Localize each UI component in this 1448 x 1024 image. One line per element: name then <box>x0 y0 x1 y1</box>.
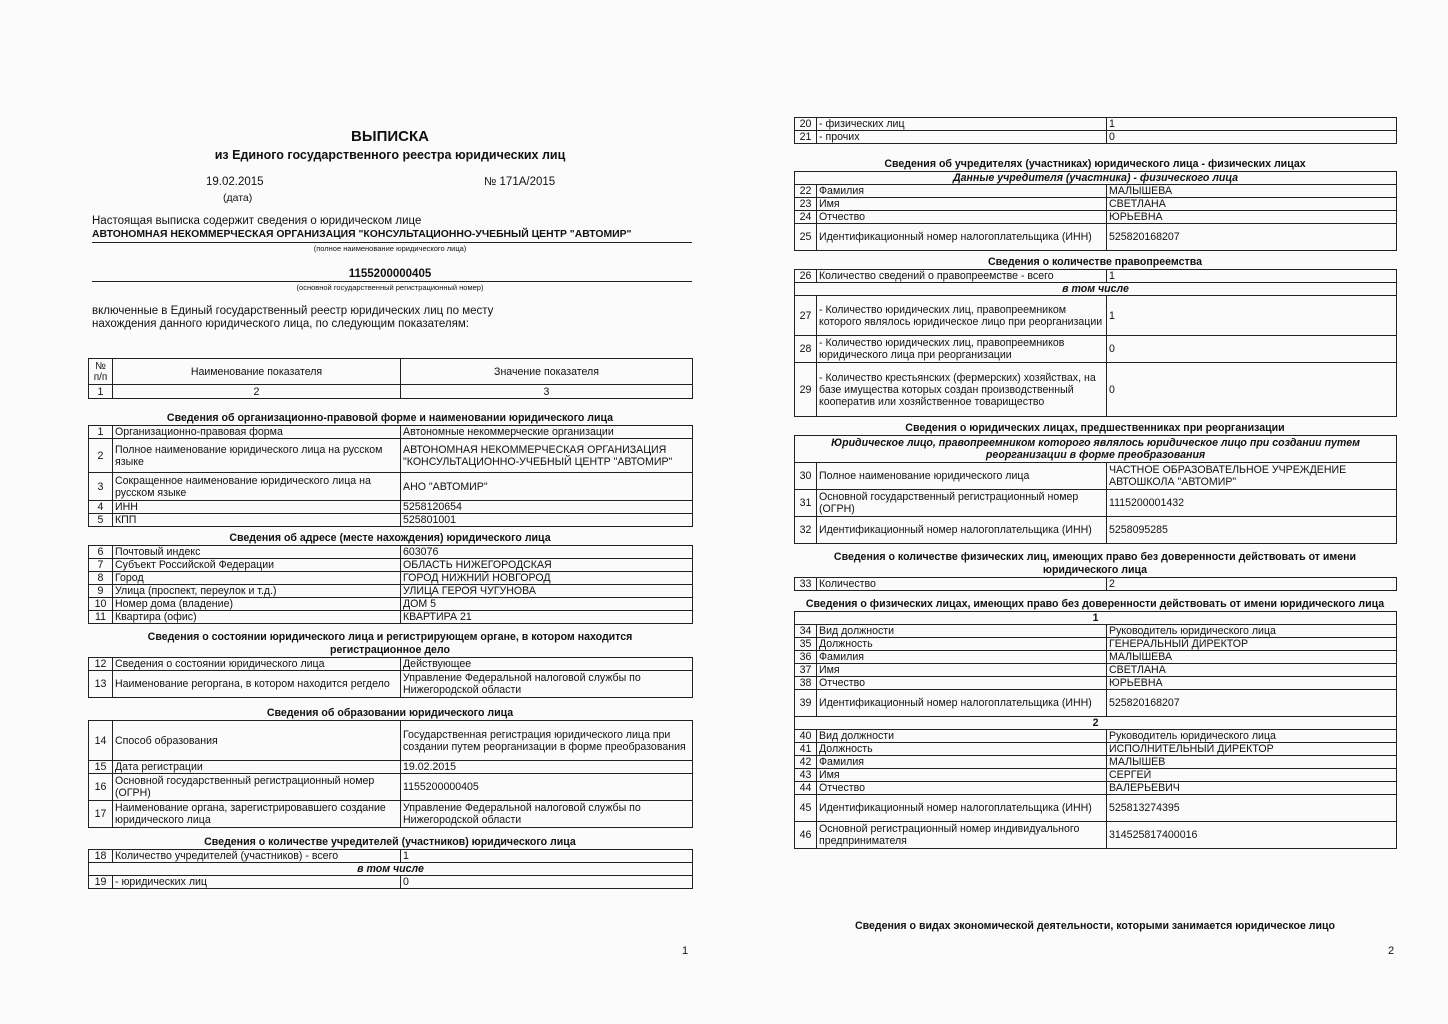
indicator-value: ОБЛАСТЬ НИЖЕГОРОДСКАЯ <box>401 559 693 572</box>
section-title: Сведения о юридических лицах, предшественниках при реорганизации <box>905 422 1285 434</box>
indicator-name: Фамилия <box>817 185 1107 198</box>
indicator-value: АНО "АВТОМИР" <box>401 473 693 501</box>
indicator-name: Почтовый индекс <box>113 546 401 559</box>
indicator-value: 525801001 <box>401 514 693 527</box>
indicator-name: Вид должности <box>817 625 1107 638</box>
table-row <box>795 517 1397 544</box>
indicator-name: Город <box>113 572 401 585</box>
indicator-value: ЧАСТНОЕ ОБРАЗОВАТЕЛЬНОЕ УЧРЕЖДЕНИЕ АВТОШКОЛА "АВТОМИР" <box>1107 463 1397 490</box>
table-row <box>795 782 1397 795</box>
table-subheader <box>795 283 1397 296</box>
indicator-name: Количество <box>817 578 1107 591</box>
indicator-name: - Количество юридических лиц, правопреемников юридического лица при реорганизации <box>817 336 1107 363</box>
row-number: 45 <box>795 795 817 822</box>
section-title: Сведения о количестве правопреемства <box>988 256 1202 268</box>
table-row <box>795 185 1397 198</box>
table-row <box>795 224 1397 251</box>
indicator-name: Имя <box>817 664 1107 677</box>
row-number: 30 <box>795 463 817 490</box>
table-row <box>795 198 1397 211</box>
row-number: 43 <box>795 769 817 782</box>
indicator-value: АВТОНОМНАЯ НЕКОММЕРЧЕСКАЯ ОРГАНИЗАЦИЯ "КОНСУЛЬТАЦИОННО-УЧЕБНЫЙ ЦЕНТР "АВТОМИР" <box>401 439 693 473</box>
table-row <box>89 598 693 611</box>
row-number: 41 <box>795 743 817 756</box>
indicator-name: - физических лиц <box>817 118 1107 131</box>
indicator-name: Основной государственный регистрационный номер (ОГРН) <box>113 774 401 801</box>
indicator-value: Руководитель юридического лица <box>1107 625 1397 638</box>
page-2-sections <box>794 158 1396 849</box>
row-number: 26 <box>795 270 817 283</box>
table-row <box>795 822 1397 849</box>
indicator-value: ВАЛЕРЬЕВИЧ <box>1107 782 1397 795</box>
data-table <box>88 545 693 624</box>
indicator-value: МАЛЫШЕВА <box>1107 185 1397 198</box>
section-title: Сведения об учредителях (участниках) юридического лица - физических лицах <box>884 158 1306 170</box>
indicator-value: 19.02.2015 <box>401 761 693 774</box>
indicator-name: Отчество <box>817 782 1107 795</box>
group-header: 2 <box>795 717 1397 730</box>
row-number: 8 <box>89 572 113 585</box>
intro-text: Настоящая выписка содержит сведения о юридическом лице <box>92 215 422 227</box>
table-row <box>795 625 1397 638</box>
subheader-row: Данные учредителя (участника) - физического лица <box>795 172 1397 185</box>
section-title: Сведения о количестве физических лиц, имеющих право без доверенности действовать от имени юридического лица <box>833 551 1357 576</box>
indicator-value: 314525817400016 <box>1107 822 1397 849</box>
data-table <box>88 849 693 889</box>
indicator-value: ДОМ 5 <box>401 598 693 611</box>
indicator-name: Отчество <box>817 211 1107 224</box>
table-row <box>89 572 693 585</box>
table-row <box>89 473 693 501</box>
section-title: Сведения об организационно-правовой форме и наименовании юридического лица <box>166 412 614 424</box>
row-number: 32 <box>795 517 817 544</box>
indicator-name: Сведения о состоянии юридического лица <box>113 658 401 671</box>
row-number: 6 <box>89 546 113 559</box>
indicator-name: Имя <box>817 198 1107 211</box>
issue-date-caption: (дата) <box>223 192 253 204</box>
row-number: 2 <box>89 439 113 473</box>
table-subheader <box>795 172 1397 185</box>
indicator-name: Номер дома (владение) <box>113 598 401 611</box>
row-number: 28 <box>795 336 817 363</box>
indicator-name: Основной регистрационный номер индивидуального предпринимателя <box>817 822 1107 849</box>
indicator-name: - юридических лиц <box>113 876 401 889</box>
table-row <box>89 761 693 774</box>
table-row <box>795 664 1397 677</box>
indicator-name: Должность <box>817 638 1107 651</box>
indicator-value: 1 <box>1107 270 1397 283</box>
indicator-name: Основной государственный регистрационный номер (ОГРН) <box>817 490 1107 517</box>
issue-date: 19.02.2015 <box>206 176 264 188</box>
table-row <box>89 585 693 598</box>
indicator-name: Наименование органа, зарегистрировавшего создание юридического лица <box>113 801 401 828</box>
row-number: 19 <box>89 876 113 889</box>
indicator-value: ЮРЬЕВНА <box>1107 211 1397 224</box>
table-row <box>795 638 1397 651</box>
org-full-name: АВТОНОМНАЯ НЕКОММЕРЧЕСКАЯ ОРГАНИЗАЦИЯ "КОНСУЛЬТАЦИОННО-УЧЕБНЫЙ ЦЕНТР "АВТОМИР" <box>92 229 632 240</box>
table-row <box>795 578 1397 591</box>
table-row <box>89 514 693 527</box>
org-name-caption: (полное наименование юридического лица) <box>313 244 467 253</box>
row-number: 25 <box>795 224 817 251</box>
indicator-value: СВЕТЛАНА <box>1107 198 1397 211</box>
indicator-name: Должность <box>817 743 1107 756</box>
table-row <box>89 611 693 624</box>
indicator-value: ИСПОЛНИТЕЛЬНЫЙ ДИРЕКТОР <box>1107 743 1397 756</box>
table-row <box>795 270 1397 283</box>
indicator-value: 0 <box>1107 131 1397 144</box>
document-title: ВЫПИСКА <box>351 128 429 145</box>
row-number: 31 <box>795 490 817 517</box>
indicator-value: 603076 <box>401 546 693 559</box>
indicator-name: Организационно-правовая форма <box>113 426 401 439</box>
table-row <box>795 296 1397 336</box>
indicator-name: Идентификационный номер налогоплательщика (ИНН) <box>817 224 1107 251</box>
indicator-name: - прочих <box>817 131 1107 144</box>
row-number: 16 <box>89 774 113 801</box>
data-table <box>794 269 1397 417</box>
data-table <box>794 435 1397 544</box>
extract-number: № 171А/2015 <box>484 176 556 188</box>
subheader-row: в том числе <box>795 283 1397 296</box>
subheader-row: в том числе <box>89 863 693 876</box>
table-row <box>795 690 1397 717</box>
section-title: Сведения о количестве учредителей (участников) юридического лица <box>204 836 576 848</box>
row-number: 7 <box>89 559 113 572</box>
table-row <box>89 876 693 889</box>
indicator-value: 0 <box>1107 363 1397 417</box>
row-number: 18 <box>89 850 113 863</box>
indicator-name: Количество сведений о правопреемстве - всего <box>817 270 1107 283</box>
indicator-name: Отчество <box>817 677 1107 690</box>
row-number: 9 <box>89 585 113 598</box>
table-row <box>89 671 693 698</box>
section-title: Сведения об адресе (месте нахождения) юридического лица <box>229 532 551 544</box>
indicator-name: - Количество крестьянских (фермерских) хозяйствах, на базе имущества которых создан производственный кооператив или хозяйственное товарищество <box>817 363 1107 417</box>
page-2-top-rows <box>794 117 1396 144</box>
row-number: 3 <box>89 473 113 501</box>
table-row <box>795 743 1397 756</box>
indicator-value: 525820168207 <box>1107 690 1397 717</box>
row-number: 22 <box>795 185 817 198</box>
table-row <box>89 439 693 473</box>
indicator-value: ЮРЬЕВНА <box>1107 677 1397 690</box>
table-row <box>795 363 1397 417</box>
page-number-1: 1 <box>682 945 689 957</box>
indicator-value: УЛИЦА ГЕРОЯ ЧУГУНОВА <box>401 585 693 598</box>
indicator-name: Фамилия <box>817 756 1107 769</box>
table-row <box>89 850 693 863</box>
indicator-name: КПП <box>113 514 401 527</box>
section-title: Сведения об образовании юридического лица <box>266 707 514 719</box>
table-row <box>89 774 693 801</box>
indicator-value: 1115200001432 <box>1107 490 1397 517</box>
data-table <box>88 425 693 527</box>
subheader-row: Юридическое лицо, правопреемником которого являлось юридическое лицо при создании путем реорганизации в форме преобразования <box>795 436 1397 463</box>
table-row <box>89 559 693 572</box>
indicator-name: Идентификационный номер налогоплательщика (ИНН) <box>817 795 1107 822</box>
included-text-2: нахождения данного юридического лица, по следующим показателям: <box>92 318 469 330</box>
row-number: 17 <box>89 801 113 828</box>
row-number: 36 <box>795 651 817 664</box>
table-row <box>89 501 693 514</box>
row-number: 14 <box>89 721 113 761</box>
indicator-value: 1 <box>401 850 693 863</box>
table-subheader <box>795 436 1397 463</box>
indicator-value: СЕРГЕЙ <box>1107 769 1397 782</box>
row-number: 1 <box>89 426 113 439</box>
indicator-value: Действующее <box>401 658 693 671</box>
table-row <box>89 658 693 671</box>
indicator-name: Фамилия <box>817 651 1107 664</box>
indicator-value: ГОРОД НИЖНИЙ НОВГОРОД <box>401 572 693 585</box>
row-number: 27 <box>795 296 817 336</box>
indicator-name: Сокращенное наименование юридического лица на русском языке <box>113 473 401 501</box>
row-number: 21 <box>795 131 817 144</box>
indicator-value: КВАРТИРА 21 <box>401 611 693 624</box>
indicator-name: Квартира (офис) <box>113 611 401 624</box>
indicator-name: Идентификационный номер налогоплательщика (ИНН) <box>817 517 1107 544</box>
indicator-value: Управление Федеральной налоговой службы по Нижегородской области <box>401 801 693 828</box>
table-subheader <box>795 717 1397 730</box>
page-1-sections <box>88 412 692 889</box>
table-row <box>795 651 1397 664</box>
col-name-header: Наименование показателя <box>113 359 401 385</box>
data-table <box>794 117 1397 144</box>
table-row <box>795 463 1397 490</box>
indicator-name: Дата регистрации <box>113 761 401 774</box>
indicator-value: 5258120654 <box>401 501 693 514</box>
row-number: 24 <box>795 211 817 224</box>
table-row <box>795 336 1397 363</box>
section-title: Сведения о состоянии юридического лица и регистрирующем органе, в котором находится регистрационное дело <box>147 631 633 656</box>
indicator-value: Автономные некоммерческие организации <box>401 426 693 439</box>
indicator-value: МАЛЫШЕВ <box>1107 756 1397 769</box>
table-row <box>795 677 1397 690</box>
row-number: 39 <box>795 690 817 717</box>
indicator-value: 1 <box>1107 296 1397 336</box>
table-row <box>89 546 693 559</box>
row-number: 37 <box>795 664 817 677</box>
indicator-value: Руководитель юридического лица <box>1107 730 1397 743</box>
row-number: 34 <box>795 625 817 638</box>
data-table <box>794 611 1397 849</box>
indicator-value: ГЕНЕРАЛЬНЫЙ ДИРЕКТОР <box>1107 638 1397 651</box>
indicator-name: Улица (проспект, переулок и т.д.) <box>113 585 401 598</box>
row-number: 12 <box>89 658 113 671</box>
indicator-name: - Количество юридических лиц, правопреемником которого являлось юридическое лицо при реорганизации <box>817 296 1107 336</box>
indicator-value: 525813274395 <box>1107 795 1397 822</box>
ogrn-value: 1155200000405 <box>348 268 432 280</box>
indicator-value: 525820168207 <box>1107 224 1397 251</box>
table-row <box>795 730 1397 743</box>
indicator-name: Полное наименование юридического лица на русском языке <box>113 439 401 473</box>
indicator-name: Полное наименование юридического лица <box>817 463 1107 490</box>
indicator-value: 5258095285 <box>1107 517 1397 544</box>
indicator-name: Вид должности <box>817 730 1107 743</box>
row-number: 42 <box>795 756 817 769</box>
table-row <box>795 118 1397 131</box>
page-number-2: 2 <box>1388 945 1395 957</box>
indicator-name: Имя <box>817 769 1107 782</box>
row-number: 20 <box>795 118 817 131</box>
table-row <box>89 721 693 761</box>
table-subheader <box>795 612 1397 625</box>
row-number: 10 <box>89 598 113 611</box>
row-number: 13 <box>89 671 113 698</box>
row-number: 15 <box>89 761 113 774</box>
indicator-value: МАЛЫШЕВА <box>1107 651 1397 664</box>
table-row <box>89 426 693 439</box>
indicator-name: Субъект Российской Федерации <box>113 559 401 572</box>
data-table <box>794 171 1397 251</box>
indicator-name: ИНН <box>113 501 401 514</box>
indicator-name: Наименование регоргана, в котором находится регдело <box>113 671 401 698</box>
table-row <box>795 795 1397 822</box>
row-number: 4 <box>89 501 113 514</box>
indicator-value: Государственная регистрация юридического лица при создании путем реорганизации в форме преобразования <box>401 721 693 761</box>
section-title: Сведения о физических лицах, имеющих право без доверенности действовать от имени юридического лица <box>805 598 1385 610</box>
row-number: 33 <box>795 578 817 591</box>
included-text-1: включенные в Единый государственный реестр юридических лиц по месту <box>92 305 494 317</box>
economic-activity-title: Сведения о видах экономической деятельности, которыми занимается юридическое лицо <box>854 920 1336 932</box>
data-table <box>794 577 1397 591</box>
row-number: 29 <box>795 363 817 417</box>
indicator-value: 2 <box>1107 578 1397 591</box>
data-table <box>88 720 693 828</box>
row-number: 23 <box>795 198 817 211</box>
row-number: 5 <box>89 514 113 527</box>
col-num-header: № п/п <box>89 359 113 385</box>
indicator-name: Способ образования <box>113 721 401 761</box>
column-header-table: № п/п Наименование показателя Значение показателя 1 2 3 <box>88 358 693 399</box>
row-number: 35 <box>795 638 817 651</box>
indicator-name: Количество учредителей (участников) - всего <box>113 850 401 863</box>
indicator-value: 0 <box>1107 336 1397 363</box>
table-row <box>795 756 1397 769</box>
indicator-value: Управление Федеральной налоговой службы по Нижегородской области <box>401 671 693 698</box>
table-row <box>795 211 1397 224</box>
group-header: 1 <box>795 612 1397 625</box>
table-row <box>89 801 693 828</box>
row-number: 38 <box>795 677 817 690</box>
row-number: 11 <box>89 611 113 624</box>
row-number: 40 <box>795 730 817 743</box>
document-subtitle: из Единого государственного реестра юридических лиц <box>214 148 566 162</box>
col-value-header: Значение показателя <box>401 359 693 385</box>
indicator-value: 1 <box>1107 118 1397 131</box>
indicator-name: Идентификационный номер налогоплательщика (ИНН) <box>817 690 1107 717</box>
table-row <box>795 131 1397 144</box>
ogrn-caption: (основной государственный регистрационный номер) <box>296 283 484 292</box>
table-row <box>795 769 1397 782</box>
row-number: 46 <box>795 822 817 849</box>
row-number: 44 <box>795 782 817 795</box>
table-row <box>795 490 1397 517</box>
data-table <box>88 657 693 698</box>
indicator-value: 1155200000405 <box>401 774 693 801</box>
indicator-value: СВЕТЛАНА <box>1107 664 1397 677</box>
indicator-value: 0 <box>401 876 693 889</box>
table-subheader <box>89 863 693 876</box>
